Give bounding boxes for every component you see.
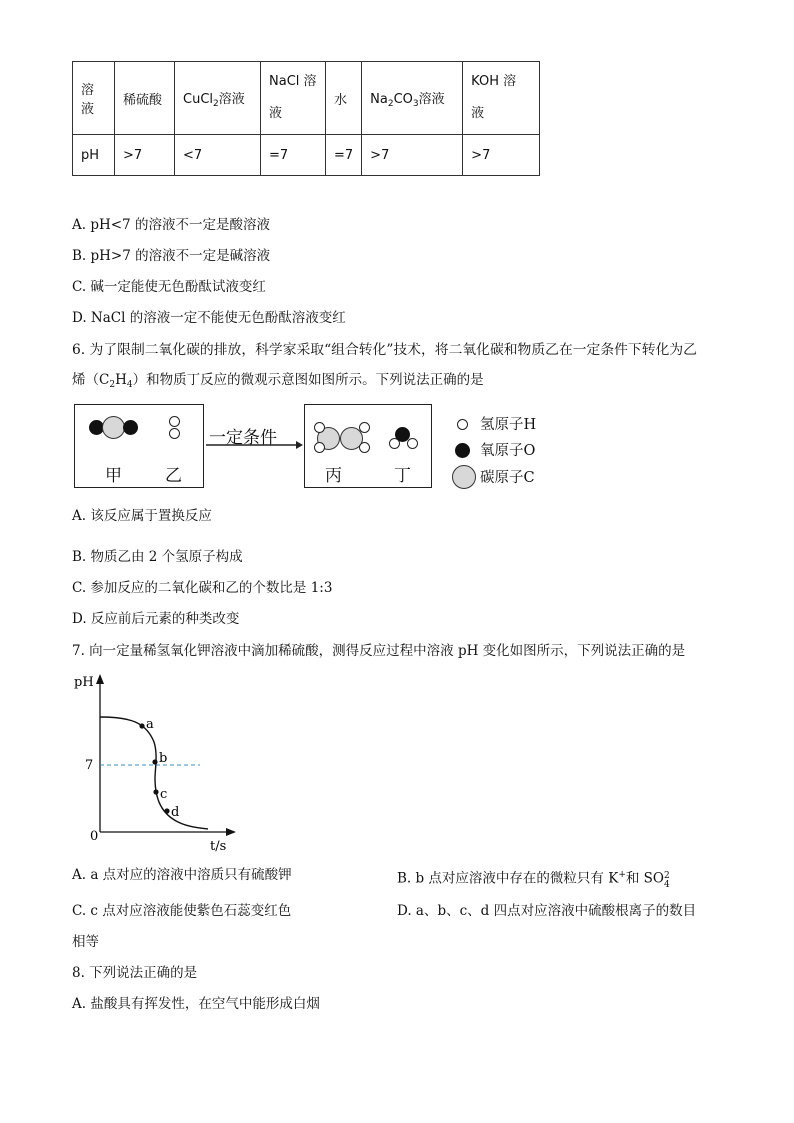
x-axis-label: t/s [210,839,227,854]
q6-option-c: C. 参加反应的二氧化碳和乙的个数比是 1:3 [72,580,333,596]
q6-stem-line2: 烯$(C_2H_4)$和物质丁反应的微观示意图如图所示。下列说法正确的是 [72,372,484,390]
q5-option-a: A. pH<7 的溶液不一定是酸溶液 [72,217,270,233]
ph-table [72,61,540,176]
y-axis-label: pH [74,675,94,690]
q5-option-d: D. NaCl 的溶液一定不能使无色酚酞溶液变红 [72,310,346,326]
q8-option-a: A. 盐酸具有挥发性，在空气中能形成白烟 [72,996,320,1012]
q6-option-b: B. 物质乙由 2 个氢原子构成 [72,549,243,565]
ph-curve-chart [70,670,250,860]
hydrogen-atom [314,442,325,453]
origin-label: 0 [90,829,99,844]
q8-stem: 8. 下列说法正确的是 [72,965,198,981]
q7-option-a: A. a 点对应的溶液中溶质只有硫酸钾 [72,867,292,883]
reaction-arrow-icon [204,438,304,452]
y-axis-arrow-icon [96,674,104,684]
q7-option-c: C. c 点对应溶液能使紫色石蕊变红色 [72,903,292,919]
legend-oxygen: 氧原子O [480,443,536,459]
point-c-label: c [160,787,168,802]
hydrogen-atom [169,428,180,439]
products-box [304,404,432,488]
hydrogen-atom [407,438,418,449]
label-yi: 乙 [165,466,182,486]
table-cell: <7 [175,135,261,176]
carbon-legend-icon [452,465,476,489]
label-jia: 甲 [105,466,122,486]
point-d-label: d [171,805,180,820]
table-cell: >7 [115,135,175,176]
point-b-label: b [159,751,168,766]
table-cell: >7 [463,135,540,176]
table-header-cell: KOH 溶 液 [463,62,540,135]
q7-option-d-line2: 相等 [72,934,99,950]
point-d [164,808,169,813]
point-a-label: a [146,717,154,732]
tick-7-label: 7 [85,758,94,773]
x-axis-arrow-icon [226,828,236,836]
hydrogen-atom [314,422,325,433]
carbon-atom [102,416,125,439]
legend-carbon: 碳原子C [480,470,535,486]
q6-stem-line1: 6. 为了限制二氧化碳的排放，科学家采取“组合转化”技术，将二氧化碳和物质乙在一定条件下转化为乙 [72,342,697,358]
legend-hydrogen: 氢原子H [480,417,537,433]
table-row [73,135,540,176]
q7-option-d-line1: D. a、b、c、d 四点对应溶液中硫酸根离子的数目 [397,903,697,919]
table-header-cell: 溶液 [73,62,115,135]
table-cell: >7 [362,135,463,176]
point-c [153,789,158,794]
reactants-box [74,404,204,488]
table-header-cell: 稀硫酸 [115,62,175,135]
q5-option-c: C. 碱一定能使无色酚酞试液变红 [72,279,266,295]
label-ding: 丁 [394,466,411,486]
hydrogen-atom [389,438,400,449]
q5-option-b: B. pH>7 的溶液不一定是碱溶液 [72,248,271,264]
table-header-cell: 水 [326,62,362,135]
table-cell: pH [73,135,115,176]
q7-option-b: B. b 点对应溶液中存在的微粒只有 K+和 SO2 4 [397,870,670,890]
hydrogen-atom [359,442,370,453]
table-header-cell: $Na_2CO_3$溶液 [362,62,463,135]
hydrogen-atom [359,422,370,433]
table-row [73,62,540,135]
q6-option-a: A. 该反应属于置换反应 [72,508,212,524]
point-a [139,723,144,728]
label-bing: 丙 [325,466,342,486]
table-cell: =7 [326,135,362,176]
arrow-label: 一定条件 [209,428,277,448]
table-header-cell: NaCl 溶 液 [261,62,326,135]
q6-option-d: D. 反应前后元素的种类改变 [72,611,240,627]
oxygen-atom [123,420,138,435]
oxygen-legend-icon [455,443,470,458]
q7-stem: 7. 向一定量稀氢氧化钾溶液中滴加稀硫酸，测得反应过程中溶液 pH 变化如图所示，下列说法正确的是 [72,643,686,659]
table-header-cell: CuCl$_2$溶液 [175,62,261,135]
ph-curve [100,717,208,829]
hydrogen-atom [169,416,180,427]
table-cell: =7 [261,135,326,176]
point-b [152,759,157,764]
hydrogen-legend-icon [457,419,468,430]
